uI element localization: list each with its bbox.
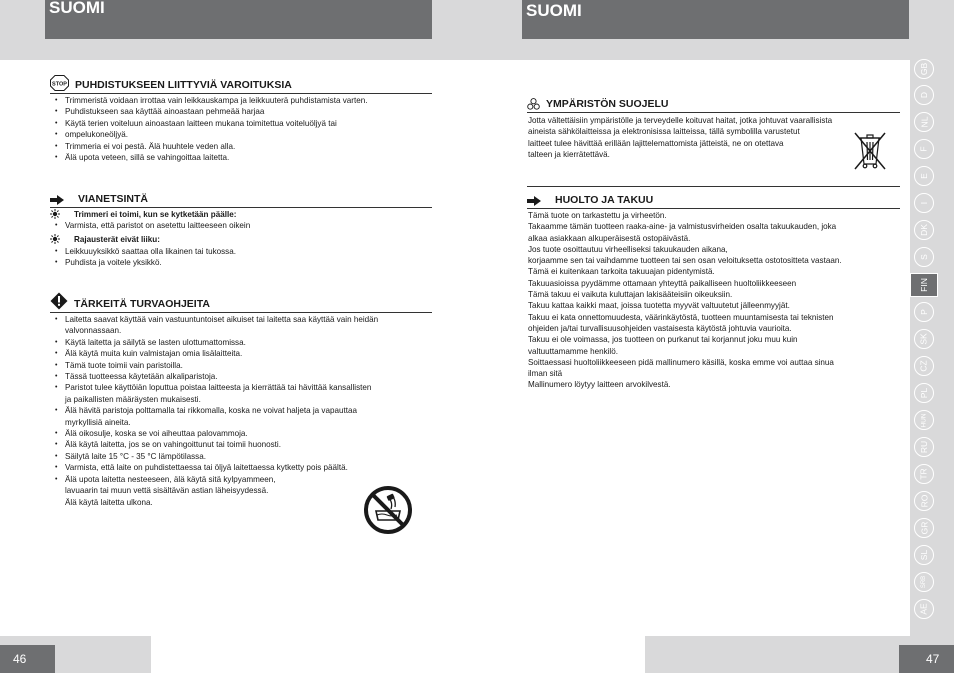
list-item: • Älä käytä laitetta, jos se on vahingoittunut tai toimii huonosti.	[53, 439, 435, 450]
language-tab-ro[interactable]: RO	[914, 491, 934, 511]
sun-icon	[50, 209, 60, 219]
list-item: • Varmista, että paristot on asetettu laitteeseen oikein	[53, 220, 433, 231]
problem2-list	[53, 246, 433, 269]
language-tab-f[interactable]: F	[914, 139, 934, 159]
right-page-header: SUOMI	[522, 0, 909, 39]
list-item: • Älä oikosulje, koska se voi aiheuttaa palovammoja.	[53, 428, 435, 439]
stop-icon	[50, 75, 69, 91]
list-item: • Älä käytä muita kuin valmistajan omia lisälaitteita.	[53, 348, 435, 359]
language-tab-sl[interactable]: SL	[914, 545, 934, 565]
list-item: • Tässä tuotteessa käytetään alkaliparistoja.	[53, 371, 435, 382]
language-tab-dk[interactable]: DK	[914, 220, 934, 240]
list-item: lavuaarin tai muun vettä sisältävän astian läheisyydessä.	[65, 486, 269, 496]
crossed-bin-icon	[852, 130, 888, 172]
list-item: • Käytä laitetta ja säilytä se lasten ulottumattomissa.	[53, 337, 435, 348]
language-tab-gr[interactable]: GR	[914, 518, 934, 538]
safety-list	[53, 314, 435, 508]
language-tab-gb[interactable]: GB	[914, 59, 934, 79]
language-tab-d[interactable]: D	[914, 85, 934, 105]
page-number-right: 47	[899, 645, 954, 673]
list-item: myrkyllisiä aineita.	[65, 417, 131, 427]
list-item: • Paristot tulee käyttöiän loputtua poistaa laitteesta ja kierrättää tai hävittää kansallisten	[53, 382, 435, 393]
problem1-list	[53, 220, 433, 231]
cleaning-list	[53, 95, 433, 163]
language-tab-pl[interactable]: PL	[914, 383, 934, 403]
left-page-header: SUOMI	[45, 0, 432, 39]
safety-section-title: TÄRKEITÄ TURVAOHJEITA	[50, 291, 432, 313]
list-item: • Laitetta saavat käyttää vain vastuuntuntoiset aikuiset tai laitetta saa käyttää vain heidän	[53, 314, 435, 325]
problem-heading: Trimmeri ei toimi, kun se kytketään päälle:	[50, 209, 236, 219]
language-tab-e[interactable]: E	[914, 166, 934, 186]
list-item: • Leikkuuyksikkö saattaa olla likainen tai tukossa.	[53, 246, 433, 257]
language-tab-p[interactable]: P	[914, 302, 934, 322]
environment-section-title: YMPÄRISTÖN SUOJELU	[527, 95, 900, 113]
list-item: • Varmista, että laite on puhdistettaessa tai öljyä laitettaessa kytketty pois päältä.	[53, 462, 435, 473]
page-number-left: 46	[0, 645, 55, 673]
recycle-icon	[527, 98, 540, 110]
list-item: • Trimmeristä voidaan irrottaa vain leikkauskampa ja leikkuuterä puhdistamista varten.	[53, 95, 433, 106]
language-tab-fin[interactable]: FIN	[910, 273, 938, 297]
language-tab-hun[interactable]: HUN	[914, 410, 934, 430]
list-item: • Älä upota veteen, sillä se vahingoittaa laitetta.	[53, 152, 433, 163]
list-item: • Käytä terien voiteluun ainoastaan laitteen mukana toimitettua voiteluöljyä tai	[53, 118, 433, 129]
cleaning-section-title: STOP PUHDISTUKSEEN LIITTYVIÄ VAROITUKSIA	[50, 74, 432, 94]
language-tab-cz[interactable]: CZ	[914, 356, 934, 376]
list-item: • Säilytä laite 15 °C - 35 °C lämpötilassa.	[53, 451, 435, 462]
language-tab-ae[interactable]: AE	[914, 599, 934, 619]
warning-icon	[50, 292, 68, 310]
troubleshooting-section-title: VIANETSINTÄ	[50, 186, 432, 208]
arrow-right-icon	[50, 195, 64, 205]
list-item: valvonnassaan.	[65, 326, 122, 336]
language-tab-tr[interactable]: TR	[914, 464, 934, 484]
list-item: • ompelukoneöljyä.	[53, 129, 433, 140]
language-tab-i[interactable]: I	[914, 193, 934, 213]
environment-text: Jotta vältettäisiin ympäristölle ja terveydelle koituvat haitat, jotka johtuvat vaarallisista aineista sähkölaitteissa ja elektronisissa laitteissa, tällä symbolilla varustetut laitteet tulee hävittää erillään lajittelemattomista jätteistä, ne on otettava talteen ja kierrätettävä.	[528, 116, 833, 159]
divider	[527, 186, 900, 187]
problem-heading: Rajausterät eivät liiku:	[50, 234, 160, 244]
language-tab-nl[interactable]: NL	[914, 112, 934, 132]
warranty-section-title: HUOLTO JA TAKUU	[527, 191, 900, 209]
arrow-right-icon	[527, 196, 541, 206]
svg-text:STOP: STOP	[52, 81, 67, 88]
list-item: • Älä hävitä paristoja polttamalla tai rikkomalla, koska ne voivat haljeta ja vapauttaa	[53, 405, 435, 416]
language-tab-s[interactable]: S	[914, 247, 934, 267]
list-item: • Trimmeria ei voi pestä. Älä huuhtele veden alla.	[53, 141, 433, 152]
language-tab-sk[interactable]: SK	[914, 329, 934, 349]
language-tab-ru[interactable]: RU	[914, 437, 934, 457]
list-item: • Tämä tuote toimii vain paristoilla.	[53, 360, 435, 371]
list-item: ja paikallisten määräysten mukaisesti.	[65, 394, 201, 404]
list-item: Älä käytä laitetta ulkona.	[65, 497, 153, 507]
list-item: • Älä upota laitetta nesteeseen, älä käytä sitä kylpyammeen,	[53, 474, 435, 485]
list-item: • Puhdistukseen saa käyttää ainoastaan pehmeää harjaa	[53, 106, 433, 117]
language-tab-srb[interactable]: SRB	[914, 572, 934, 592]
sun-icon	[50, 234, 60, 244]
list-item: • Puhdista ja voitele yksikkö.	[53, 257, 433, 268]
warranty-text: Tämä tuote on tarkastettu ja virheetön. Takaamme tämän tuotteen raaka-aine- ja valmistusvirheiden osalta takuukauden, joka alkaa asiakkaan alkuperäisestä ostopäivästä. Jos tuote osoittautuu virheelliseksi takuukauden aikana, korjaamme sen tai vaihdamme tuotteen tai sen osan veloituksetta ostotositteta vastaan. Tämä ei kuitenkaan tarkoita takuuajan pidentymistä. Takuuasioissa pyydämme ottamaan yhteyttä paikalliseen huoltoliikkeeseen Tämä takuu ei vaikuta kuluttajan lakisääteisiin oikeuksiin. Takuu kattaa kaikki maat, joissa tuotetta myyvät valtuutetut jälleenmyyjät. Takuu ei kata onnettomuudesta, väärinkäytöstä, tuotteen muuntamisesta tai teknisten ohjeiden ja/tai turvallisuusohjeiden vastaisesta käytöstä johtuvia vaurioita. Takuu ei ole voimassa, jos tuotteen on purkanut tai korjannut joku muu kuin valtuuttamamme henkilö. Soittaessasi huoltoliikkeeseen pidä mallinumero käsillä, koska emme voi auttaa sinua ilman sitä Mallinumero löytyy laitteen arvokilvestä.	[528, 211, 842, 390]
no-bath-icon	[363, 485, 413, 535]
